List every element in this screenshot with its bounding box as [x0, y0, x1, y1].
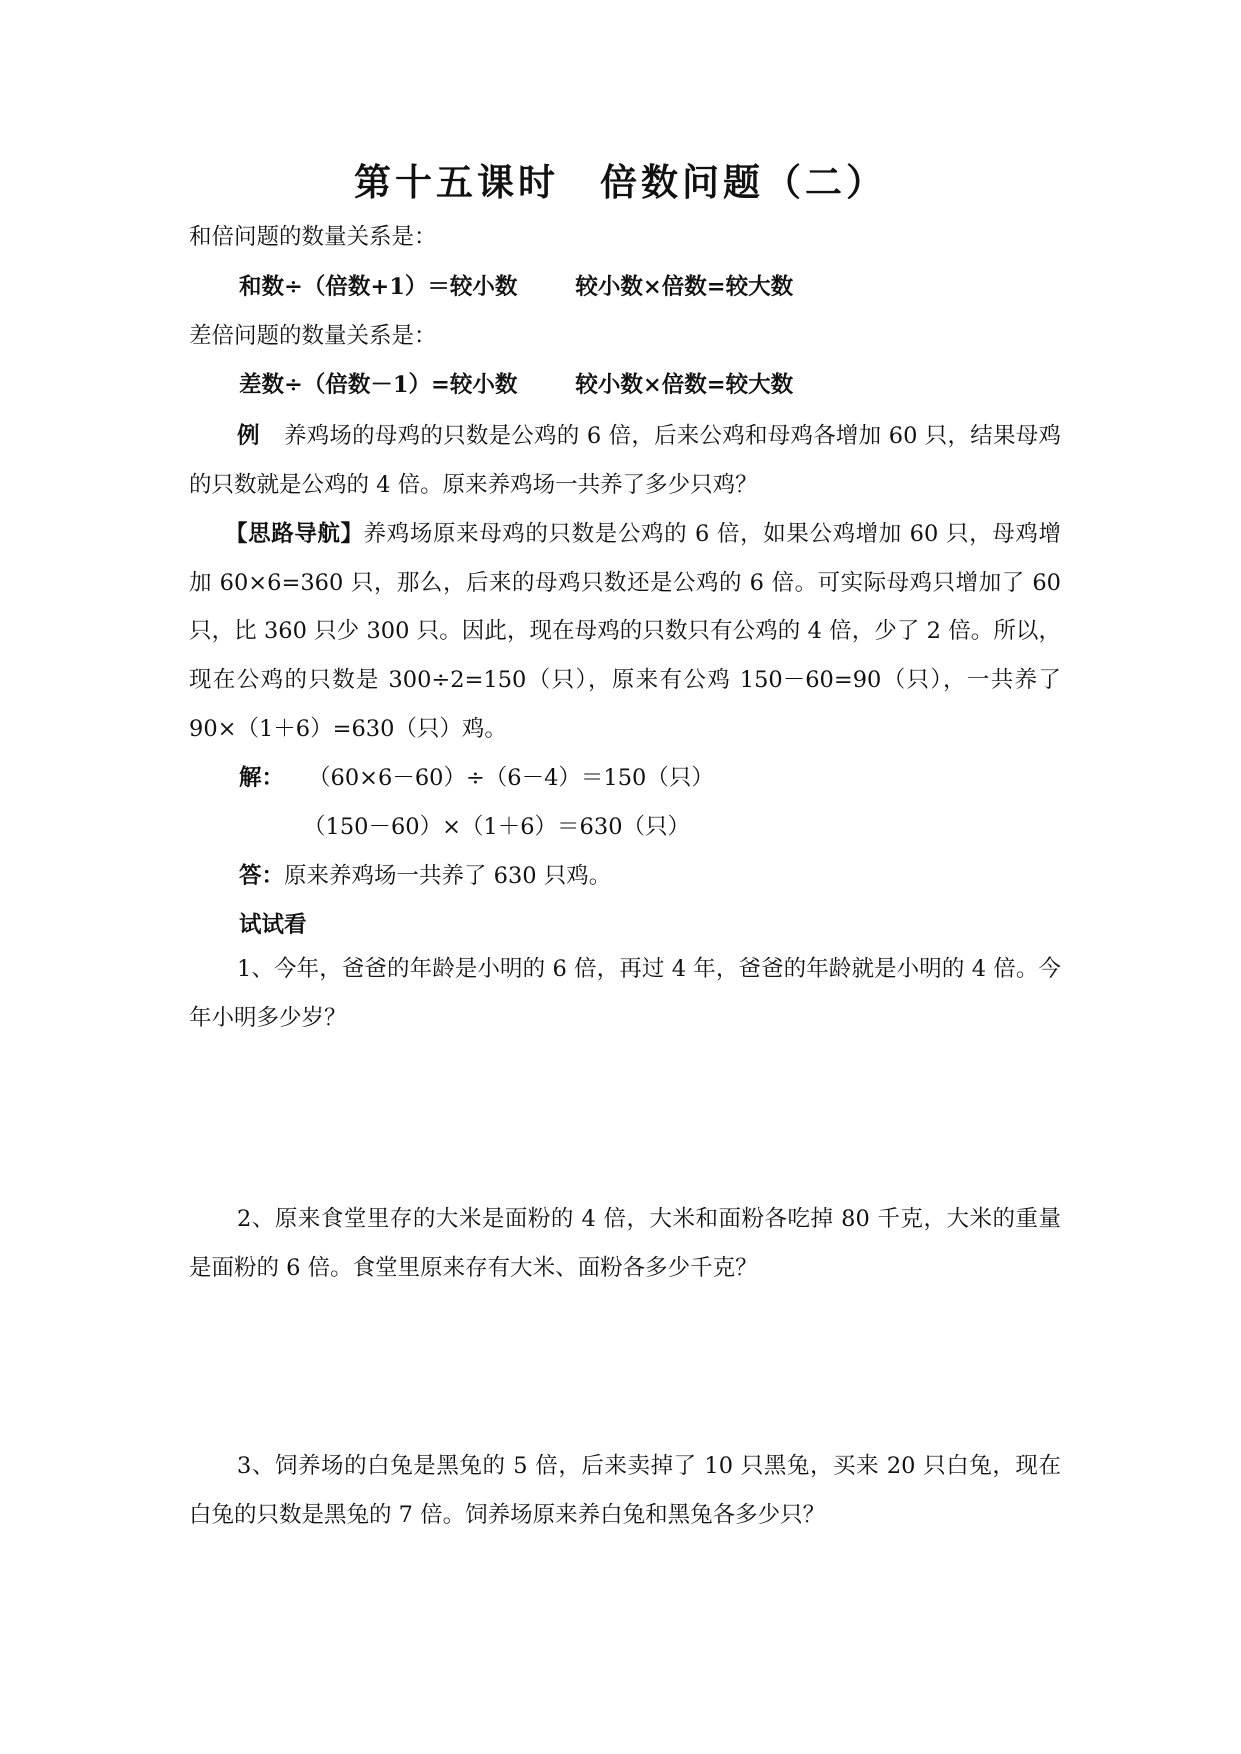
guide-label: 【思路导航】 [225, 521, 364, 547]
page-title: 第十五课时 倍数问题（二） [354, 160, 887, 204]
practice-question-2: 2、原来食堂里存的大米是面粉的 4 倍，大米和面粉各吃掉 80 千克，大米的重量是面粉的 6 倍。食堂里原来存有大米、面粉各多少千克？ [189, 1206, 1061, 1281]
practice-question-1: 1、今年，爸爸的年龄是小明的 6 倍，再过 4 年，爸爸的年龄就是小明的 4 倍。今年小明多少岁？ [189, 956, 1061, 1031]
diff-multiple-formula-1: 差数÷（倍数－1）=较小数 [239, 372, 518, 398]
sum-multiple-formula-1: 和数÷（倍数+1）＝较小数 [239, 274, 518, 300]
sum-multiple-formula-2: 较小数×倍数=较大数 [575, 274, 794, 300]
example-paragraph [189, 412, 1061, 509]
solution-step-2: （150－60）×（1＋6）＝630（只） [303, 814, 691, 840]
answer-text: 原来养鸡场一共养了 630 只鸡。 [284, 863, 612, 889]
sum-multiple-heading: 和倍问题的数量关系是： [189, 224, 437, 250]
practice-question-3: 3、饲养场的白兔是黑兔的 5 倍，后来卖掉了 10 只黑兔，买来 20 只白兔，现在白兔的只数是黑兔的 7 倍。饲养场原来养白兔和黑兔各多少只？ [189, 1453, 1061, 1528]
diff-multiple-formulas [239, 370, 793, 400]
diff-multiple-heading: 差倍问题的数量关系是： [189, 323, 437, 349]
guide-text: 养鸡场原来母鸡的只数是公鸡的 6 倍，如果公鸡增加 60 只，母鸡增加 60×6=360 只，那么，后来的母鸡只数还是公鸡的 6 倍。可实际母鸡只增加了 60 只，比 360 只少 300 只。因此，现在母鸡的只数只有公鸡的 4 倍，少了 2 倍。所以，现在公鸡的只数是 300÷2=150（只），原来有公鸡 150－60=90（只），一共养了 90×（1＋6）=630（只）鸡。 [189, 521, 1061, 742]
example-label: 例 [237, 423, 260, 449]
answer-line [239, 861, 611, 891]
diff-multiple-formula-2: 较小数×倍数=较大数 [575, 372, 794, 398]
sum-multiple-formulas [239, 272, 793, 302]
example-text: 养鸡场的母鸡的只数是公鸡的 6 倍，后来公鸡和母鸡各增加 60 只，结果母鸡的只数就是公鸡的 4 倍。原来养鸡场一共养了多少只鸡？ [189, 423, 1061, 498]
solution-label: 解： [239, 765, 285, 791]
guide-paragraph [189, 510, 1061, 754]
answer-label: 答： [239, 863, 285, 889]
solution-step-1: （60×6－60）÷（6－4）＝150（只） [308, 765, 714, 791]
practice-heading: 试试看 [239, 912, 307, 938]
solution-step-1-line [239, 763, 714, 793]
